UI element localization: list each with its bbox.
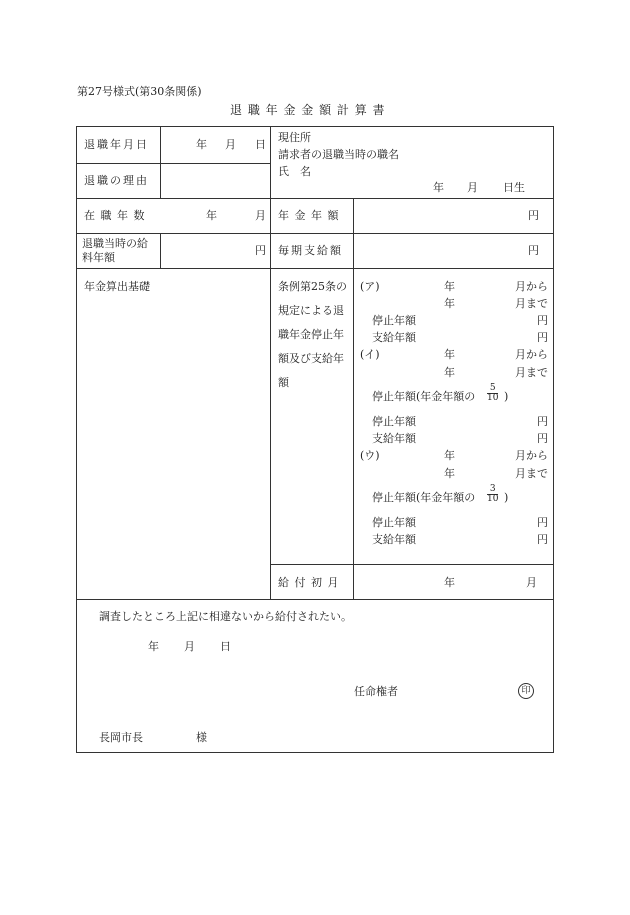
retire-date-label: 退職年月日 bbox=[84, 138, 149, 151]
first-pay-year: 年 bbox=[444, 576, 455, 589]
divider bbox=[77, 268, 554, 269]
basis-label: 年金算出基礎 bbox=[84, 280, 150, 293]
first-pay-label: 給 付 初 月 bbox=[278, 576, 340, 589]
c-from-month: 月から bbox=[515, 449, 548, 462]
c-close-paren: ) bbox=[504, 491, 509, 504]
pension-label: 年 金 年 額 bbox=[278, 209, 340, 222]
seal-mark: 印 bbox=[518, 683, 534, 699]
c-fraction bbox=[487, 485, 498, 504]
b-pay-amount-label: 支給年額 bbox=[372, 432, 416, 445]
salary-label-1: 退職当時の給 bbox=[82, 237, 148, 250]
appointer-label: 任命権者 bbox=[354, 685, 398, 698]
rule-label-3: 職年金停止年 bbox=[278, 328, 344, 341]
birth-year: 年 bbox=[433, 181, 444, 194]
c-pay-amount-unit: 円 bbox=[537, 533, 548, 546]
divider bbox=[353, 198, 354, 599]
name-label: 氏 名 bbox=[278, 165, 311, 178]
divider bbox=[77, 163, 270, 164]
divider bbox=[77, 198, 554, 199]
b-from-month: 月から bbox=[515, 348, 548, 361]
b-fraction-denominator: 10 bbox=[487, 393, 499, 403]
mayor-label: 長岡市長 bbox=[99, 731, 143, 744]
a-from-year: 年 bbox=[444, 280, 455, 293]
b-close-paren: ) bbox=[504, 390, 509, 403]
first-pay-month: 月 bbox=[526, 576, 537, 589]
years-label: 在 職 年 数 bbox=[84, 209, 146, 222]
footer-date-year: 年 bbox=[148, 640, 159, 653]
c-stop-amount-unit: 円 bbox=[537, 516, 548, 529]
periodic-label: 毎期支給額 bbox=[278, 244, 343, 257]
footer-date-month: 月 bbox=[184, 640, 195, 653]
periodic-unit: 円 bbox=[528, 244, 539, 257]
address-label: 現住所 bbox=[278, 131, 311, 144]
a-to-year: 年 bbox=[444, 297, 455, 310]
rule-label-5: 額 bbox=[278, 376, 289, 389]
marker-b: (イ) bbox=[360, 348, 380, 361]
divider bbox=[270, 126, 271, 599]
c-pay-amount-label: 支給年額 bbox=[372, 533, 416, 546]
b-to-month: 月まで bbox=[515, 366, 548, 379]
years-month: 月 bbox=[255, 209, 266, 222]
footer-date-day: 日 bbox=[220, 640, 231, 653]
birth-month: 月 bbox=[467, 181, 478, 194]
pension-unit: 円 bbox=[528, 209, 539, 222]
honorific: 様 bbox=[196, 731, 207, 744]
divider bbox=[77, 233, 554, 234]
a-from-month: 月から bbox=[515, 280, 548, 293]
retire-date-month: 月 bbox=[225, 138, 236, 151]
c-to-month: 月まで bbox=[515, 467, 548, 480]
a-stop-amount-unit: 円 bbox=[537, 314, 548, 327]
marker-c: (ウ) bbox=[360, 449, 380, 462]
job-title-label: 請求者の退職当時の職名 bbox=[278, 148, 399, 161]
c-fraction-denominator: 10 bbox=[487, 494, 499, 504]
b-pay-amount-unit: 円 bbox=[537, 432, 548, 445]
form-number: 第27号様式(第30条関係) bbox=[77, 85, 202, 98]
c-from-year: 年 bbox=[444, 449, 455, 462]
b-stop-formula: 停止年額(年金年額の bbox=[372, 390, 476, 403]
b-to-year: 年 bbox=[444, 366, 455, 379]
c-stop-formula: 停止年額(年金年額の bbox=[372, 491, 476, 504]
b-stop-amount-label: 停止年額 bbox=[372, 415, 416, 428]
statement-text: 調査したところ上記に相違ないから給付されたい。 bbox=[99, 610, 352, 623]
a-to-month: 月まで bbox=[515, 297, 548, 310]
divider bbox=[160, 126, 161, 198]
divider bbox=[77, 599, 554, 600]
form-title: 退 職 年 金 金 額 計 算 書 bbox=[230, 103, 386, 117]
a-stop-amount-label: 停止年額 bbox=[372, 314, 416, 327]
c-stop-amount-label: 停止年額 bbox=[372, 516, 416, 529]
salary-unit: 円 bbox=[255, 244, 266, 257]
b-from-year: 年 bbox=[444, 348, 455, 361]
reason-label: 退職の理由 bbox=[84, 174, 149, 187]
salary-label-2: 料年額 bbox=[82, 251, 115, 264]
divider bbox=[270, 564, 554, 565]
b-fraction bbox=[487, 384, 498, 403]
years-year: 年 bbox=[206, 209, 217, 222]
a-pay-amount-unit: 円 bbox=[537, 331, 548, 344]
c-to-year: 年 bbox=[444, 467, 455, 480]
birth-day: 日生 bbox=[503, 181, 525, 194]
a-pay-amount-label: 支給年額 bbox=[372, 331, 416, 344]
divider bbox=[160, 233, 161, 268]
retire-date-day: 日 bbox=[255, 138, 266, 151]
rule-label-2: 規定による退 bbox=[278, 304, 344, 317]
c-fraction-numerator: 3 bbox=[487, 485, 498, 495]
b-stop-amount-unit: 円 bbox=[537, 415, 548, 428]
retire-date-year: 年 bbox=[196, 138, 207, 151]
rule-label-4: 額及び支給年 bbox=[278, 352, 344, 365]
marker-a: (ア) bbox=[360, 280, 380, 293]
rule-label-1: 条例第25条の bbox=[278, 280, 347, 293]
b-fraction-numerator: 5 bbox=[487, 384, 498, 394]
